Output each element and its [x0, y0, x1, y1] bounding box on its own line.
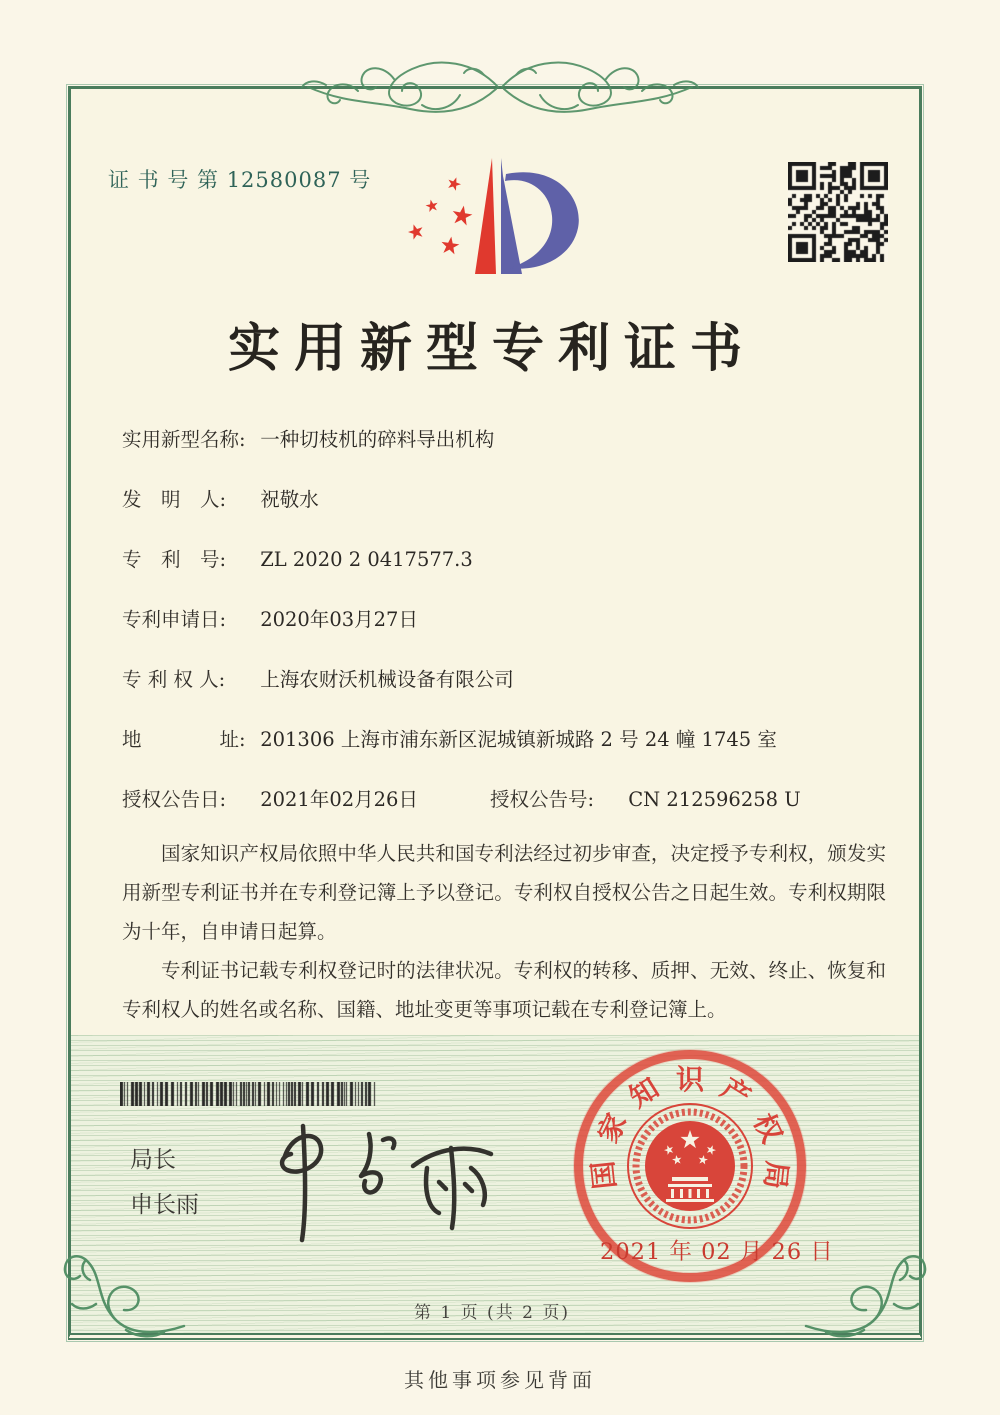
field-label-patent-no: 专 利 号: [122, 548, 227, 571]
back-note: 其他事项参见背面 [404, 1368, 596, 1392]
seal-char: 国 [586, 1159, 622, 1191]
field-row-patent-no [122, 544, 892, 604]
field-label-patentee: 专 利 权 人: [122, 668, 226, 691]
field-label-grant-date: 授权公告日: [122, 788, 227, 811]
field-label-name: 实用新型名称: [122, 428, 246, 451]
certificate-number: 证 书 号 第 12580087 号 [108, 168, 372, 192]
barcode [120, 1082, 378, 1106]
field-label-filing-date: 专利申请日: [122, 608, 227, 631]
field-value-patentee: 上海农财沃机械设备有限公司 [260, 668, 514, 691]
legal-paragraph-1: 国家知识产权局依照中华人民共和国专利法经过初步审查，决定授予专利权，颁发实用新型专利证书并在专利登记簿上予以登记。专利权自授权公告之日起生效。专利权期限为十年，自申请日起算。 [122, 842, 886, 943]
seal-char: 知 [623, 1071, 665, 1115]
field-value-address: 201306 上海市浦东新区泥城镇新城路 2 号 24 幢 1745 室 [260, 728, 777, 751]
cnipa-logo-icon [402, 150, 592, 292]
legal-text-block [122, 834, 886, 1029]
fields-block [122, 424, 892, 844]
seal-char: 局 [758, 1159, 794, 1191]
seal-date: 2021 年 02 月 26 日 [600, 1239, 834, 1265]
field-pair-grant-no [490, 784, 801, 812]
seal-char: 家 [591, 1108, 634, 1148]
field-label-grant-no: 授权公告号: [490, 788, 595, 811]
field-row-name [122, 424, 892, 484]
field-value-patent-no: ZL 2020 2 0417577.3 [260, 548, 473, 571]
field-label-address: 地 址: [122, 728, 246, 751]
field-value-inventor: 祝敬水 [260, 488, 319, 511]
field-row-inventor [122, 484, 892, 544]
national-emblem-icon [624, 1100, 756, 1232]
field-value-grant-date: 2021年02月26日 [260, 788, 418, 811]
seal-char: 识 [675, 1063, 704, 1096]
field-row-filing-date [122, 604, 892, 664]
director-name: 申长雨 [130, 1191, 199, 1217]
page-indicator: 第 1 页 (共 2 页) [414, 1303, 570, 1323]
field-value-filing-date: 2020年03月27日 [260, 608, 418, 631]
seal-char: 产 [715, 1071, 757, 1115]
qr-code [788, 162, 888, 262]
legal-paragraph-2: 专利证书记载专利权登记时的法律状况。专利权的转移、质押、无效、终止、恢复和专利权人的姓名或名称、国籍、地址变更等事项记载在专利登记簿上。 [122, 959, 886, 1021]
barcode-wrap [120, 1082, 378, 1106]
field-row-address [122, 724, 892, 784]
director-signature [255, 1112, 525, 1247]
field-value-name: 一种切枝机的碎料导出机构 [260, 428, 495, 451]
director-title: 局长 [130, 1146, 176, 1172]
field-value-grant-no: CN 212596258 U [628, 788, 801, 811]
field-label-inventor: 发 明 人: [122, 488, 227, 511]
certificate-title: 实用新型专利证书 [227, 318, 756, 379]
field-row-patentee [122, 664, 892, 724]
seal-char: 权 [746, 1108, 789, 1148]
